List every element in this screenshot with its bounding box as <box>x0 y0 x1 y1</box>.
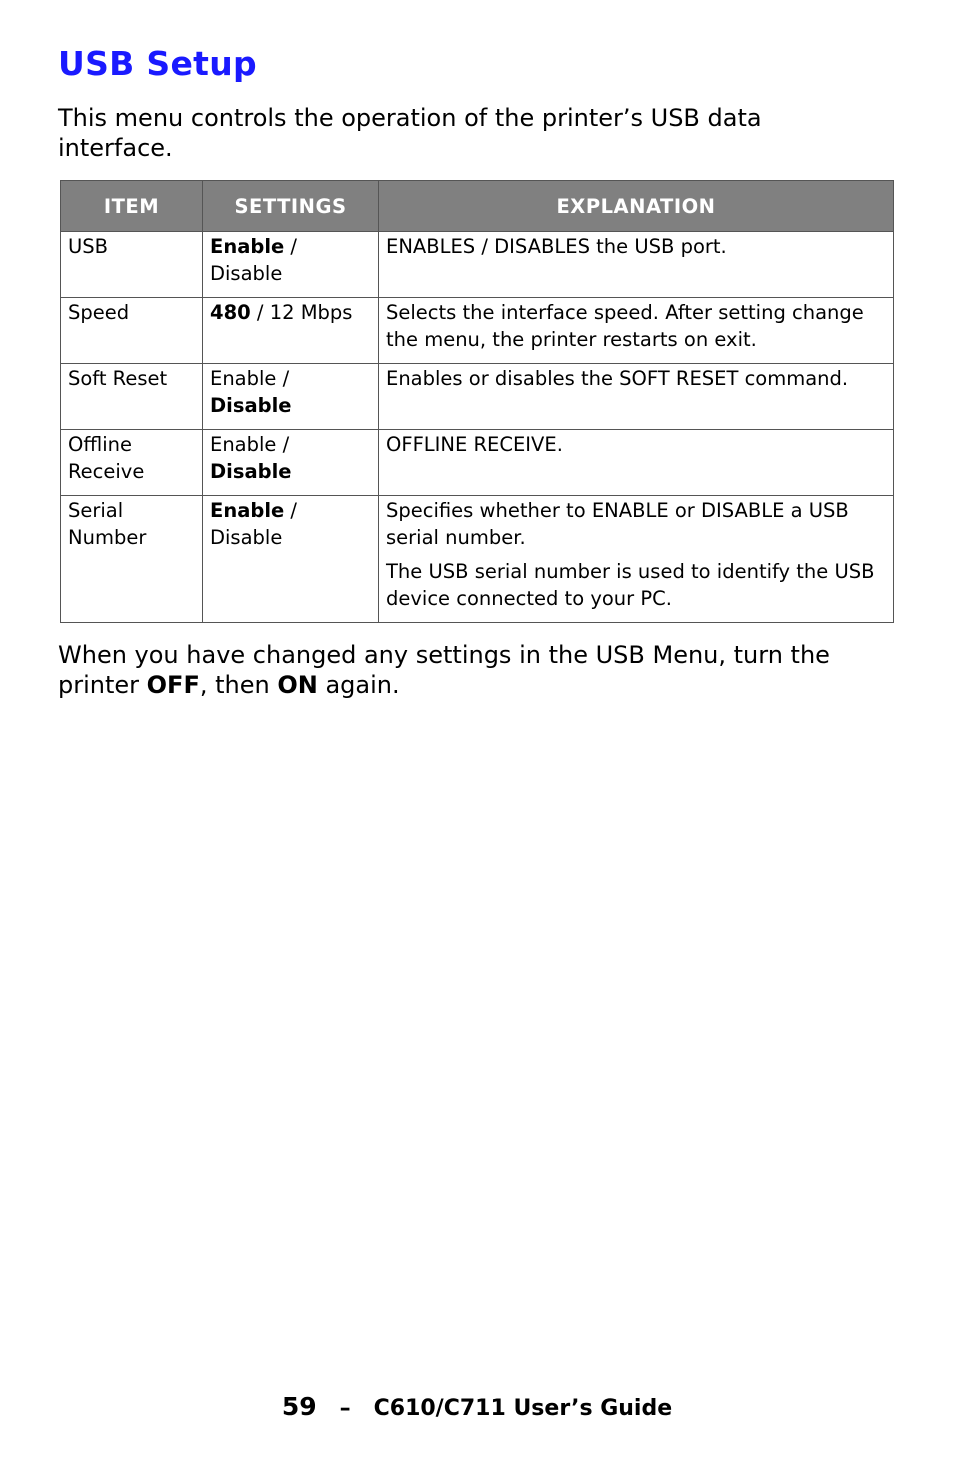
explanation-text: The USB serial number is used to identify the USB device connected to your PC. <box>386 560 875 610</box>
setting-option-b: Disable <box>210 261 283 285</box>
explanation-text: ENABLES / DISABLES the USB port. <box>386 235 727 258</box>
footer-separator: – <box>339 1396 351 1421</box>
setting-separator: / <box>250 301 270 324</box>
table-header-row <box>61 181 894 232</box>
closing-text-3: again. <box>317 671 400 699</box>
table-row <box>61 496 894 623</box>
setting-option-a: Enable <box>210 433 277 456</box>
cell-settings <box>203 430 379 496</box>
header-item: ITEM <box>61 181 203 232</box>
cell-explanation <box>379 298 894 364</box>
guide-title: C610/C711 User’s Guide <box>373 1396 673 1421</box>
page-number: 59 <box>281 1392 317 1421</box>
table-row <box>61 232 894 298</box>
intro-paragraph: This menu controls the operation of the printer’s USB data interface. <box>58 104 762 162</box>
setting-separator: / <box>276 433 290 456</box>
cell-explanation <box>379 232 894 298</box>
setting-option-a: Enable <box>210 499 285 522</box>
explanation-text: Specifies whether to ENABLE or DISABLE a USB serial number. <box>386 499 849 549</box>
cell-item: USB <box>61 232 203 298</box>
setting-separator: / <box>284 235 298 258</box>
cell-item: Speed <box>61 298 203 364</box>
setting-option-a: 480 <box>210 301 251 324</box>
closing-text-1: When you have changed any settings in the USB Menu, turn the printer <box>58 641 830 699</box>
usb-settings-table <box>60 180 894 623</box>
setting-option-b: Disable <box>210 525 283 549</box>
explanation-text: OFFLINE RECEIVE. <box>386 433 563 456</box>
table-row <box>61 364 894 430</box>
cell-explanation <box>379 364 894 430</box>
page-title: USB Setup <box>58 44 257 83</box>
page-footer <box>0 1392 954 1421</box>
cell-item: Soft Reset <box>61 364 203 430</box>
header-settings: SETTINGS <box>203 181 379 232</box>
setting-option-b: Disable <box>210 393 292 417</box>
closing-text-2: , then <box>199 671 278 699</box>
explanation-text: Selects the interface speed. After setting change the menu, the printer restarts on exit. <box>386 301 864 351</box>
setting-separator: / <box>276 367 290 390</box>
cell-settings <box>203 496 379 623</box>
setting-option-a: Enable <box>210 235 285 258</box>
table-row <box>61 298 894 364</box>
cell-explanation <box>379 430 894 496</box>
closing-off-word: OFF <box>146 671 200 699</box>
cell-settings <box>203 364 379 430</box>
closing-on-word: ON <box>277 671 318 699</box>
table-body <box>61 232 894 623</box>
cell-item: Offline Receive <box>61 430 203 496</box>
setting-separator: / <box>284 499 298 522</box>
cell-settings <box>203 298 379 364</box>
table-row <box>61 430 894 496</box>
setting-option-b: Disable <box>210 459 292 483</box>
cell-item: Serial Number <box>61 496 203 623</box>
cell-settings <box>203 232 379 298</box>
setting-option-a: Enable <box>210 367 277 390</box>
closing-paragraph <box>58 640 898 700</box>
setting-option-b: 12 Mbps <box>269 301 353 324</box>
header-explanation: EXPLANATION <box>379 181 894 232</box>
cell-explanation <box>379 496 894 623</box>
explanation-text: Enables or disables the SOFT RESET command. <box>386 367 849 390</box>
